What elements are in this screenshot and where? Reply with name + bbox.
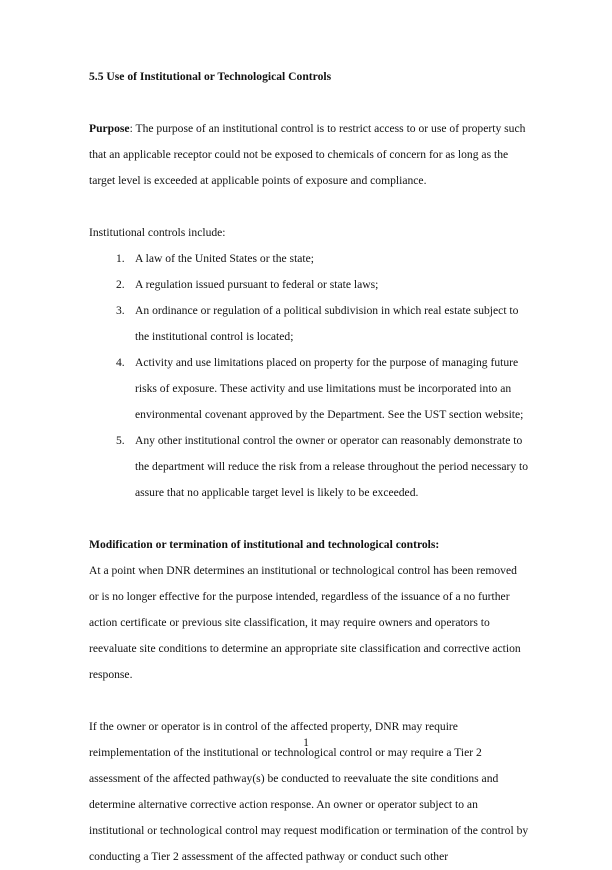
purpose-body: : The purpose of an institutional control is to restrict access to or use of property such that an applicable receptor could not be exposed to chemicals of concern for as long as the target level is exceeded at applicable points of exposure and compliance. bbox=[89, 122, 526, 187]
list-marker: 2. bbox=[116, 278, 125, 291]
spacer bbox=[89, 506, 529, 532]
list-lead-in: Institutional controls include: bbox=[89, 226, 226, 239]
list-item-text: Any other institutional control the owner or operator can reasonably demonstrate to the department will reduce the risk from a release throughout the period necessary to assure that no applicable target level is likely to be exceeded. bbox=[135, 434, 529, 499]
modification-paragraph-2: If the owner or operator is in control of the affected property, DNR may require reimplementation of the institutional or technological control or may require a Tier 2 assessment of the affected pathway(s) be conducted to reevaluate the site conditions and determine alternative corrective action response. An owner or operator subject to an institutional or technological control may request modification or termination of the control by conducting a Tier 2 assessment of the affected pathway or conduct such other bbox=[89, 720, 529, 863]
list-item bbox=[89, 298, 529, 350]
list-item-text: A regulation issued pursuant to federal or state laws; bbox=[135, 278, 379, 291]
list-marker: 3. bbox=[116, 304, 125, 317]
list-item bbox=[89, 350, 529, 428]
list-item-text: An ordinance or regulation of a political subdivision in which real estate subject to the institutional control is located; bbox=[135, 304, 519, 343]
modification-heading: Modification or termination of institutional and technological controls: bbox=[89, 538, 440, 551]
list-item-text: A law of the United States or the state; bbox=[135, 252, 315, 265]
section-heading: 5.5 Use of Institutional or Technological Controls bbox=[89, 70, 332, 83]
purpose-label: Purpose bbox=[89, 122, 130, 135]
purpose-paragraph bbox=[89, 116, 529, 194]
list-marker: 4. bbox=[116, 356, 125, 369]
list-item bbox=[89, 272, 529, 298]
list-marker: 1. bbox=[116, 252, 125, 265]
list-marker: 5. bbox=[116, 434, 125, 447]
spacer bbox=[89, 688, 529, 714]
page-number: 1 bbox=[303, 736, 309, 749]
list-item bbox=[89, 428, 529, 506]
spacer bbox=[89, 90, 529, 116]
list-item bbox=[89, 246, 529, 272]
spacer bbox=[89, 194, 529, 220]
modification-paragraph-1: At a point when DNR determines an institutional or technological control has been removed or is no longer effective for the purpose intended, regardless of the issuance of a no further action certificate or previous site classification, it may require owners and operators to reevaluate site conditions to determine an appropriate site classification and corrective action response. bbox=[89, 564, 521, 681]
institutional-controls-list bbox=[89, 246, 529, 506]
list-item-text: Activity and use limitations placed on property for the purpose of managing future risks of exposure. These activity and use limitations must be incorporated into an environmental covenant approved by the Department. See the UST section website; bbox=[135, 356, 524, 421]
